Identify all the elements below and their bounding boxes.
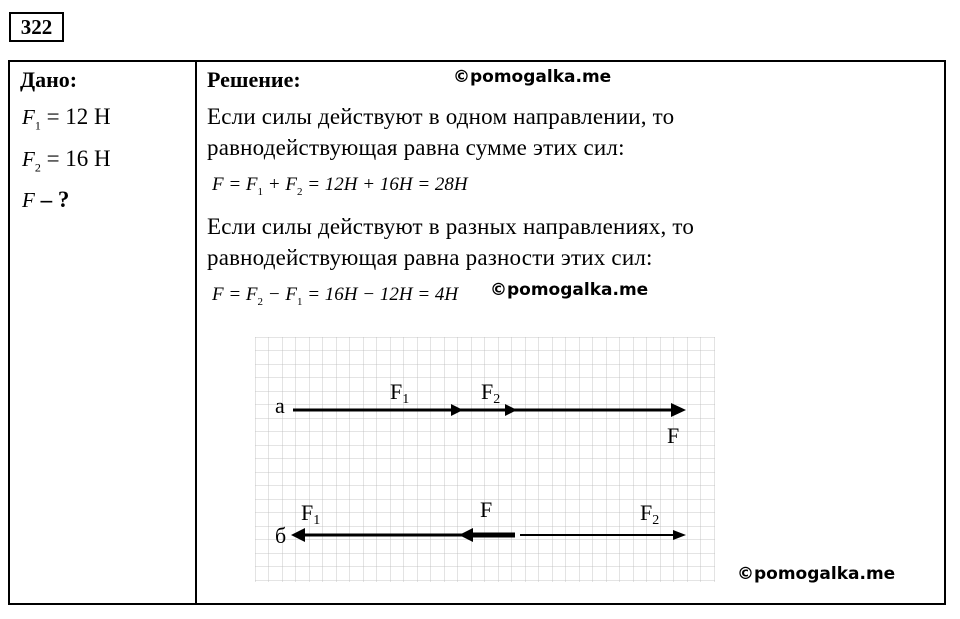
given-heading: Дано: bbox=[20, 67, 78, 92]
force-diagram bbox=[255, 337, 715, 582]
find-f: F – ? bbox=[22, 187, 70, 212]
formula-sum: $F = F_1 + F_2 = 12H + 16H = 28H$ bbox=[212, 174, 468, 198]
para1-line1: Если силы действуют в одном направлении, то bbox=[207, 104, 675, 129]
case-b-f1-label: F1 bbox=[301, 500, 321, 528]
case-b-result-label: F bbox=[480, 497, 493, 522]
case-b-f2-label: F2 bbox=[640, 500, 660, 528]
watermark-middle: ©pomogalka.me bbox=[490, 280, 649, 300]
case-a-result-label: F bbox=[667, 423, 680, 448]
column-divider bbox=[195, 62, 197, 603]
para2-line1: Если силы действуют в разных направлениях, то bbox=[207, 214, 695, 239]
case-a-f1-label: F1 bbox=[390, 379, 410, 407]
case-b-label: б bbox=[275, 523, 287, 548]
watermark-bottom: ©pomogalka.me bbox=[737, 564, 896, 584]
case-a-label: а bbox=[275, 393, 285, 418]
problem-number: 322 bbox=[9, 12, 64, 42]
watermark-top: ©pomogalka.me bbox=[453, 67, 612, 87]
para1-line2: равнодействующая равна сумме этих сил: bbox=[207, 135, 625, 160]
formula-difference: $F = F_2 - F_1 = 16H - 12H = 4H$ bbox=[212, 284, 459, 308]
case-a-f2-label: F2 bbox=[481, 379, 501, 407]
given-f1: $F_1 = 12$ Н bbox=[22, 104, 111, 133]
para2-line2: равнодействующая равна разности этих сил: bbox=[207, 245, 653, 270]
solution-heading: Решение: bbox=[207, 67, 301, 92]
grid-paper bbox=[255, 337, 715, 582]
given-f2: $F_2 = 16$ Н bbox=[22, 146, 111, 175]
